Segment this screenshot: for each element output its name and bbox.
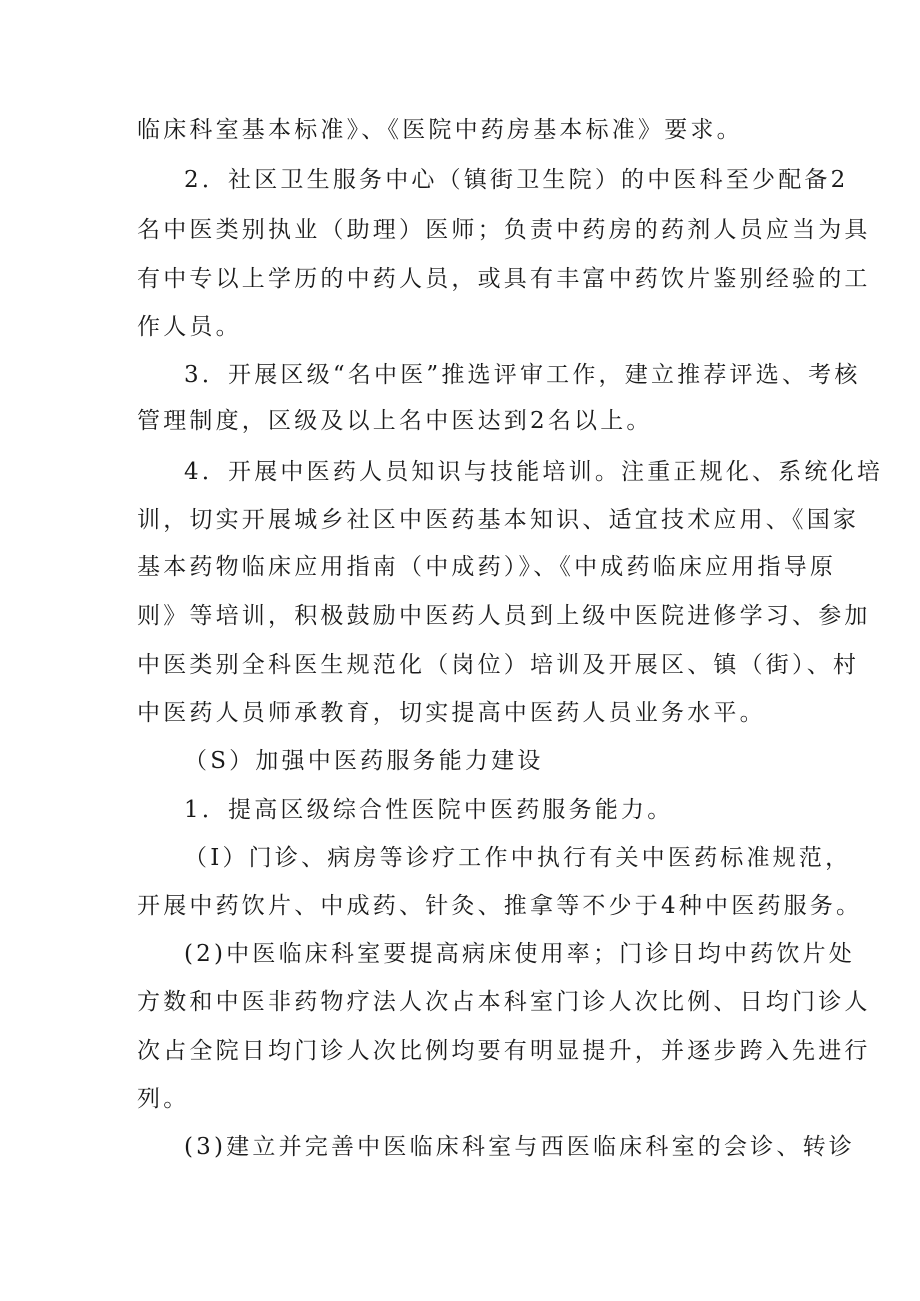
text-line-7: 管理制度，区级及以上名中医达到2名以上。 (137, 408, 653, 434)
text-line-1: 临床科室基本标准》、《医院中药房基本标准》要求。 (137, 117, 743, 143)
text-line-11: 则》等培训，积极鼓励中医药人员到上级中医院进修学习、参加 (137, 603, 871, 629)
text-line-2: 2．社区卫生服务中心（镇街卫生院）的中医科至少配备2 (184, 167, 849, 193)
text-line-22: (3)建立并完善中医临床科室与西医临床科室的会诊、转诊 (184, 1134, 855, 1160)
text-line-6: 3．开展区级“名中医”推选评审工作，建立推荐评选、考核 (184, 362, 861, 388)
text-line-20: 次占全院日均门诊人次比例均要有明显提升，并逐步跨入先进行 (137, 1038, 871, 1064)
text-line-13: 中医药人员师承教育，切实提高中医药人员业务水平。 (137, 700, 766, 726)
text-line-14: （S）加强中医药服务能力建设 (184, 748, 544, 774)
text-line-3: 名中医类别执业（助理）医师；负责中药房的药剂人员应当为具 (137, 217, 871, 243)
text-line-4: 有中专以上学历的中药人员，或具有丰富中药饮片鉴别经验的工 (137, 266, 871, 292)
text-line-5: 作人员。 (137, 314, 242, 340)
text-line-8: 4．开展中医药人员知识与技能培训。注重正规化、系统化培 (184, 459, 884, 485)
text-line-17: 开展中药饮片、中成药、针灸、推拿等不少于4种中医药服务。 (137, 893, 863, 919)
text-line-9: 训，切实开展城乡社区中医药基本知识、适宜技术应用、《国家 (137, 507, 860, 533)
text-line-18: (2)中医临床科室要提高病床使用率；门诊日均中药饮片处 (184, 941, 855, 967)
text-line-10: 基本药物临床应用指南（中成药）》、《中成药临床应用指导原 (137, 554, 837, 580)
text-line-19: 方数和中医非药物疗法人次占本科室门诊人次比例、日均门诊人 (137, 989, 871, 1015)
text-line-16: （I）门诊、病房等诊疗工作中执行有关中医药标准规范， (184, 845, 852, 871)
text-line-12: 中医类别全科医生规范化（岗位）培训及开展区、镇（街）、村 (137, 652, 860, 678)
text-line-15: 1．提高区级综合性医院中医药服务能力。 (184, 797, 674, 823)
text-line-21: 列。 (137, 1086, 190, 1112)
